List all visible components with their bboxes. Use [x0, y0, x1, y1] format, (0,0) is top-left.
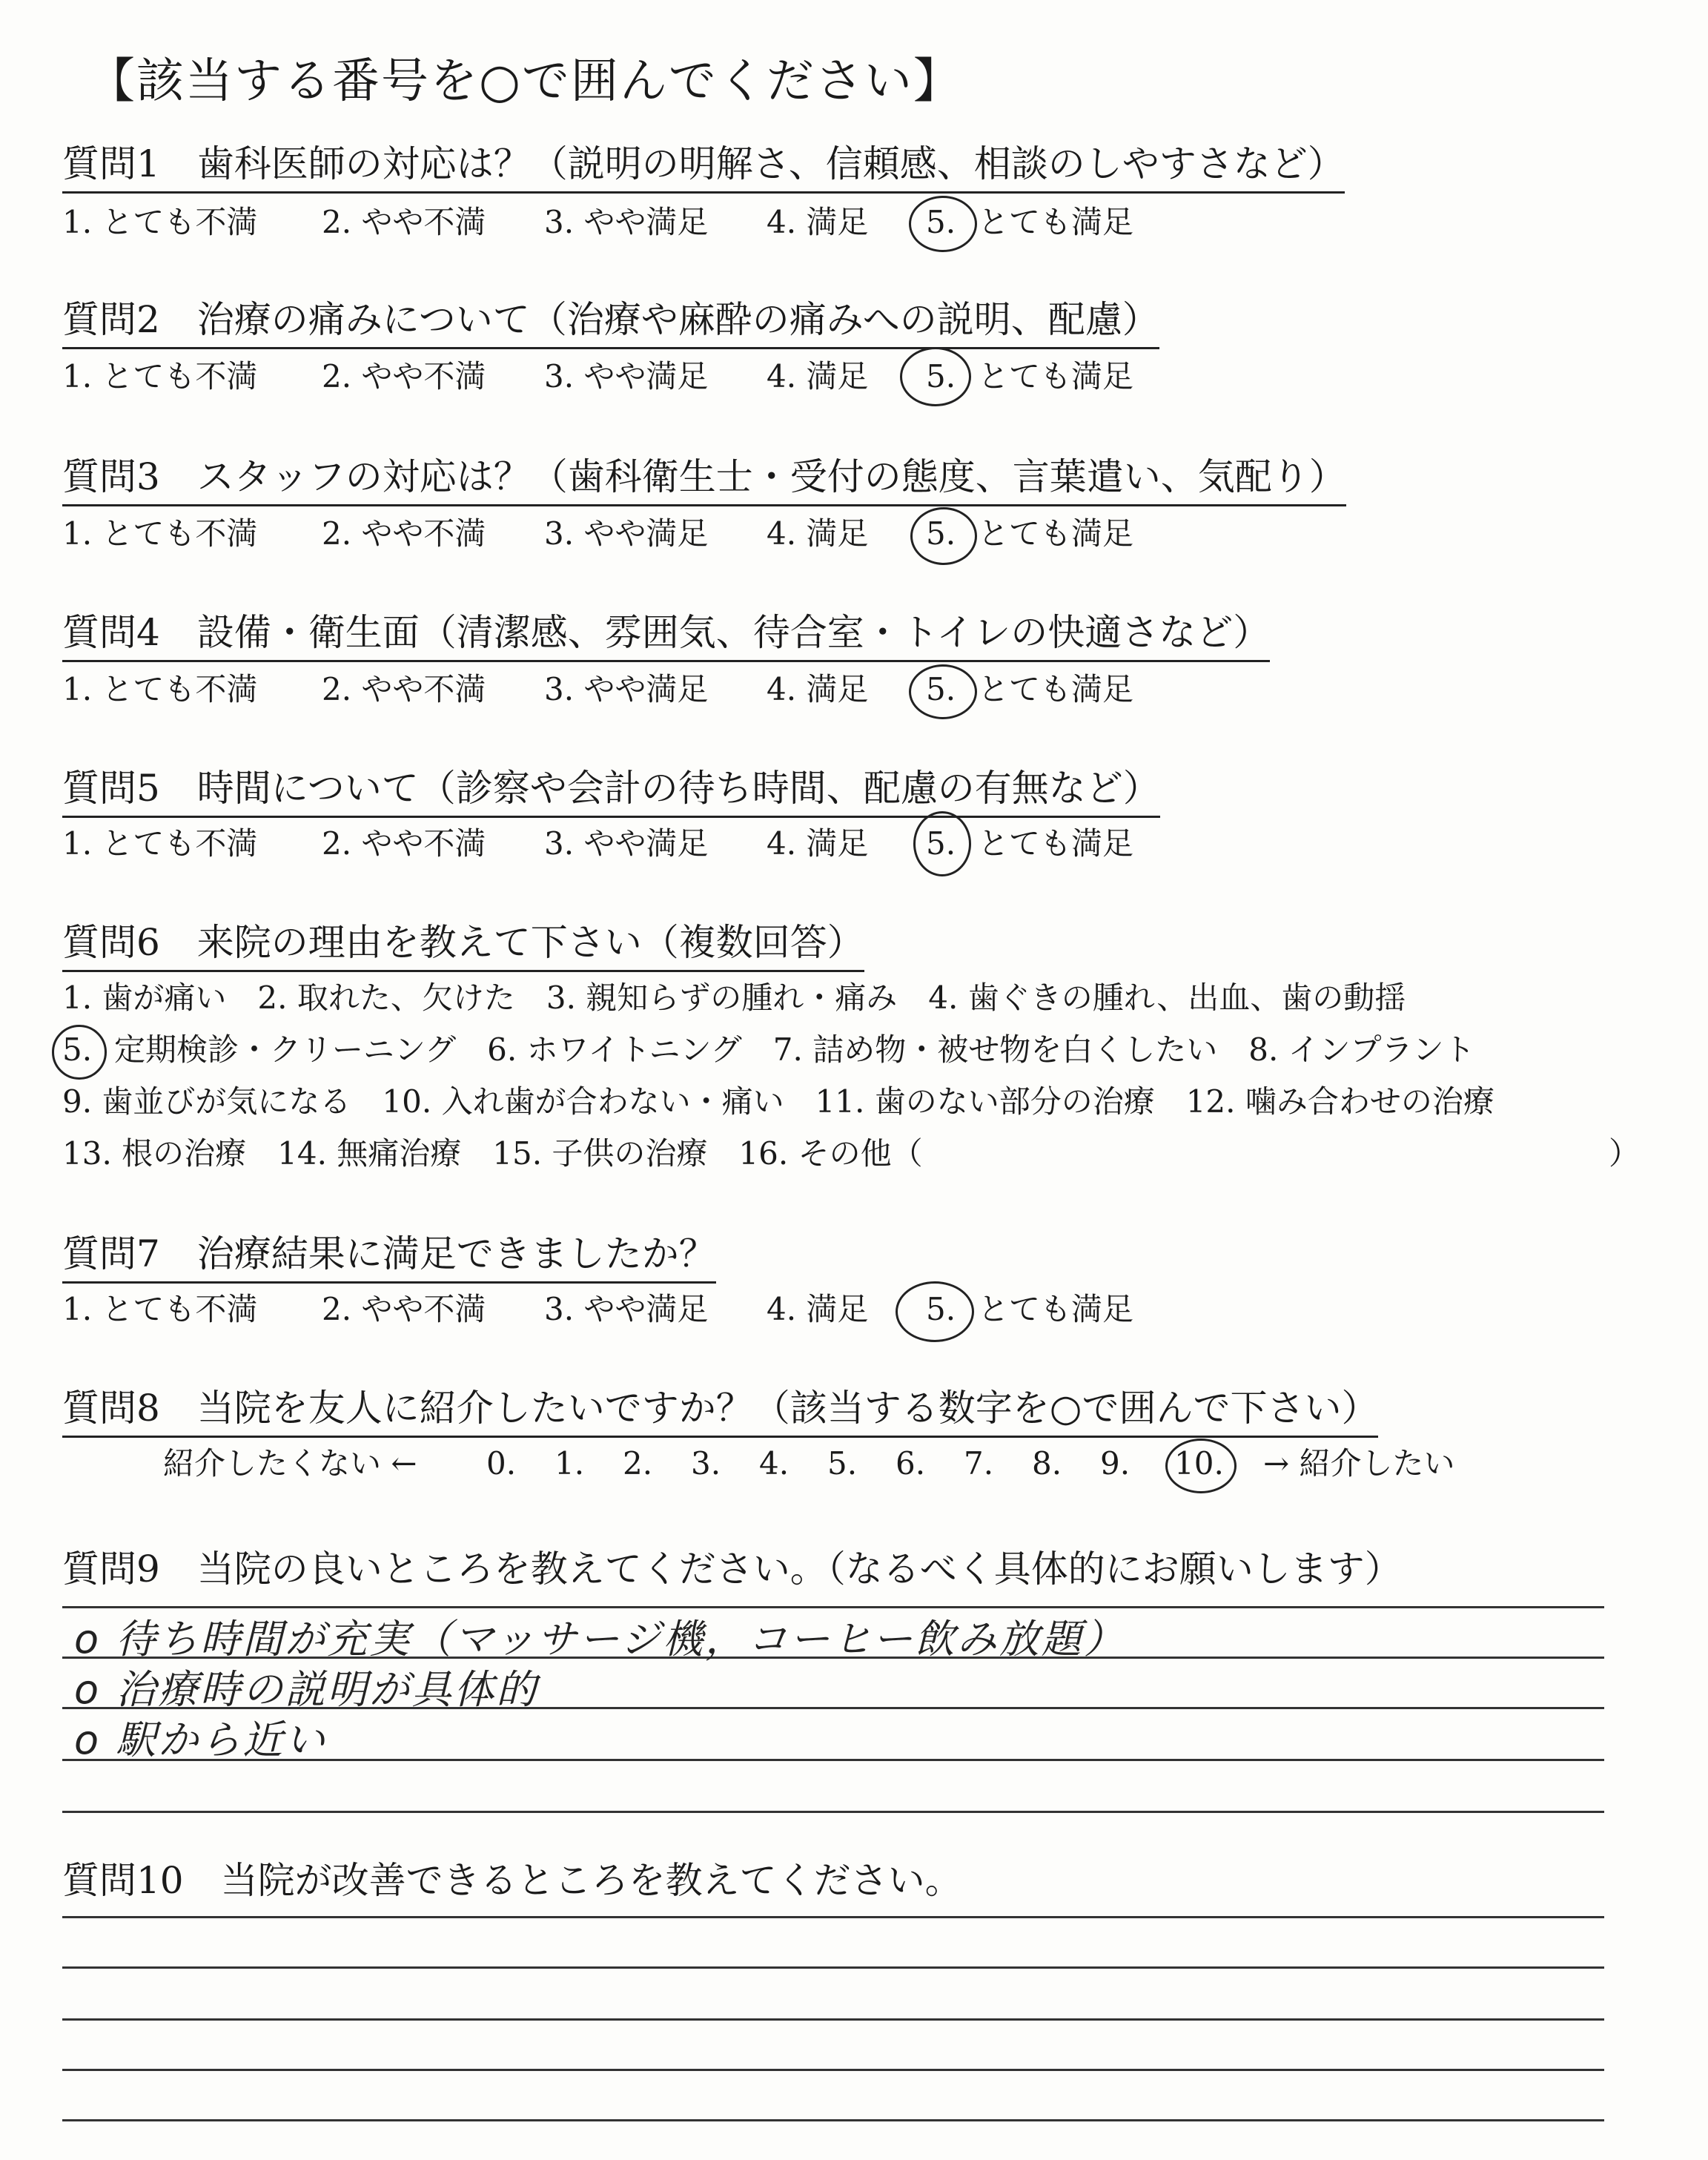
- q8-option-10[interactable]: 10.: [1174, 1445, 1224, 1482]
- q2-option-4[interactable]: 4. 満足: [767, 358, 869, 394]
- q8-scale: [62, 1441, 1619, 1486]
- q1-option-4[interactable]: 4. 満足: [767, 204, 869, 240]
- q1-option-3[interactable]: 3. やや満足: [544, 204, 709, 240]
- q6-options-line-4: [62, 1132, 1641, 1176]
- q3-option-3[interactable]: 3. やや満足: [544, 515, 709, 552]
- q8-left-label: 紹介したくない ←: [163, 1445, 417, 1482]
- answer-line: [62, 1811, 1604, 1813]
- q9-handwritten-answer-2[interactable]: o 治療時の説明が具体的: [74, 1666, 539, 1713]
- q2-option-5[interactable]: 5.: [926, 358, 956, 394]
- q5-option-5[interactable]: 5.: [926, 825, 956, 862]
- q2-option-1[interactable]: 1. とても不満: [62, 358, 258, 394]
- q8-option-7[interactable]: 7.: [964, 1445, 994, 1482]
- question-4-options: [62, 667, 1248, 712]
- q5-option-5-label: とても満足: [978, 825, 1134, 862]
- question-3-heading: 質問3 スタッフの対応は？（歯科衛生士・受付の態度、言葉遣い、気配り）: [62, 454, 1346, 506]
- q8-option-5[interactable]: 5.: [827, 1445, 858, 1482]
- q2-option-2[interactable]: 2. やや不満: [322, 358, 486, 394]
- q4-option-1[interactable]: 1. とても不満: [62, 671, 258, 707]
- q7-option-4[interactable]: 4. 満足: [767, 1291, 869, 1327]
- q3-option-1[interactable]: 1. とても不満: [62, 515, 258, 552]
- q6-option-5-number[interactable]: 5.: [62, 1031, 93, 1068]
- question-6-heading: 質問6 来院の理由を教えて下さい（複数回答）: [62, 919, 864, 972]
- question-2-options: [62, 354, 1248, 399]
- q1-option-2[interactable]: 2. やや不満: [322, 204, 486, 240]
- question-10-heading: 質問10 当院が改善できるところを教えてください。: [62, 1859, 962, 1902]
- q3-option-2[interactable]: 2. やや不満: [322, 515, 486, 552]
- answer-circle-mark: [909, 664, 977, 719]
- q6-options-line-2-text[interactable]: 定期検診・クリーニング 6. ホワイトニング 7. 詰め物・被せ物を白くしたい 8. インプラント: [114, 1031, 1475, 1068]
- q7-option-5[interactable]: 5.: [926, 1291, 956, 1327]
- q8-option-3[interactable]: 3.: [691, 1445, 721, 1482]
- answer-line[interactable]: [62, 2069, 1604, 2071]
- q8-option-6[interactable]: 6.: [896, 1445, 926, 1482]
- answer-circle-mark: [909, 196, 977, 252]
- q1-option-5[interactable]: 5.: [926, 204, 956, 240]
- q5-option-1[interactable]: 1. とても不満: [62, 825, 258, 862]
- question-5-options: [62, 822, 1248, 866]
- question-1-options: [62, 200, 1248, 245]
- question-7-options: [62, 1287, 1248, 1332]
- question-2-heading: 質問2 治療の痛みについて（治療や麻酔の痛みへの説明、配慮）: [62, 297, 1159, 349]
- q6-options-line-3[interactable]: 9. 歯並びが気になる 10. 入れ歯が合わない・痛い 11. 歯のない部分の治療 12. 噛み合わせの治療: [62, 1083, 1494, 1120]
- q9-handwritten-answer-1[interactable]: o 待ち時間が充実（マッサージ機，コーヒー飲み放題）: [74, 1616, 1126, 1662]
- q5-option-2[interactable]: 2. やや不満: [322, 825, 486, 862]
- q7-option-5-label: とても満足: [978, 1291, 1134, 1327]
- question-8-heading: 質問8 当院を友人に紹介したいですか？（該当する数字を○で囲んで下さい）: [62, 1385, 1378, 1438]
- q4-option-4[interactable]: 4. 満足: [767, 671, 869, 707]
- q8-option-8[interactable]: 8.: [1032, 1445, 1062, 1482]
- q4-option-2[interactable]: 2. やや不満: [322, 671, 486, 707]
- answer-line[interactable]: [62, 2018, 1604, 2021]
- question-4-heading: 質問4 設備・衛生面（清潔感、雰囲気、待合室・トイレの快適さなど）: [62, 610, 1270, 662]
- q8-right-label: → 紹介したい: [1263, 1445, 1455, 1482]
- q9-handwritten-answer-3[interactable]: o 駅から近い: [74, 1717, 328, 1763]
- question-3-options: [62, 512, 1248, 556]
- q6-options-line-4-text[interactable]: 13. 根の治療 14. 無痛治療 15. 子供の治療 16. その他（: [62, 1135, 923, 1172]
- answer-circle-mark: [52, 1025, 107, 1080]
- answer-circle-mark: [1165, 1439, 1237, 1493]
- answer-circle-mark: [900, 347, 971, 406]
- q8-option-9[interactable]: 9.: [1100, 1445, 1131, 1482]
- q6-other-close-paren: ）: [1609, 1135, 1641, 1172]
- answer-line[interactable]: [62, 1916, 1604, 1918]
- q5-option-3[interactable]: 3. やや満足: [544, 825, 709, 862]
- q8-option-1[interactable]: 1.: [555, 1445, 585, 1482]
- answer-circle-mark: [913, 811, 971, 876]
- q3-option-4[interactable]: 4. 満足: [767, 515, 869, 552]
- q6-options-line-2: [62, 1028, 1634, 1072]
- q1-option-1[interactable]: 1. とても不満: [62, 204, 258, 240]
- q4-option-5[interactable]: 5.: [926, 671, 956, 707]
- q1-option-5-label: とても満足: [978, 204, 1134, 240]
- q2-option-3[interactable]: 3. やや満足: [544, 358, 709, 394]
- q4-option-5-label: とても満足: [978, 671, 1134, 707]
- question-5-heading: 質問5 時間について（診察や会計の待ち時間、配慮の有無など）: [62, 765, 1160, 818]
- answer-circle-mark: [896, 1281, 974, 1342]
- q7-option-3[interactable]: 3. やや満足: [544, 1291, 709, 1327]
- form-title: 【該当する番号を○で囲んでください】: [87, 54, 962, 109]
- answer-line[interactable]: [62, 2119, 1604, 2121]
- q8-option-2[interactable]: 2.: [623, 1445, 653, 1482]
- q8-option-0[interactable]: 0.: [486, 1445, 517, 1482]
- question-1-heading: 質問1 歯科医師の対応は？（説明の明解さ、信頼感、相談のしやすさなど）: [62, 141, 1345, 194]
- q4-option-3[interactable]: 3. やや満足: [544, 671, 709, 707]
- question-9-heading: 質問9 当院の良いところを教えてください。（なるべく具体的にお願いします）: [62, 1548, 1402, 1591]
- answer-circle-mark: [910, 507, 977, 565]
- q3-option-5-label: とても満足: [978, 515, 1134, 552]
- q8-option-4[interactable]: 4.: [759, 1445, 790, 1482]
- q5-option-4[interactable]: 4. 満足: [767, 825, 869, 862]
- q7-option-1[interactable]: 1. とても不満: [62, 1291, 258, 1327]
- question-7-heading: 質問7 治療結果に満足できましたか？: [62, 1231, 716, 1284]
- q7-option-2[interactable]: 2. やや不満: [322, 1291, 486, 1327]
- q2-option-5-label: とても満足: [978, 358, 1134, 394]
- q6-options-line-1[interactable]: 1. 歯が痛い 2. 取れた、欠けた 3. 親知らずの腫れ・痛み 4. 歯ぐきの腫れ、出血、歯の動揺: [62, 980, 1406, 1016]
- q3-option-5[interactable]: 5.: [926, 515, 956, 552]
- answer-line[interactable]: [62, 1966, 1604, 1969]
